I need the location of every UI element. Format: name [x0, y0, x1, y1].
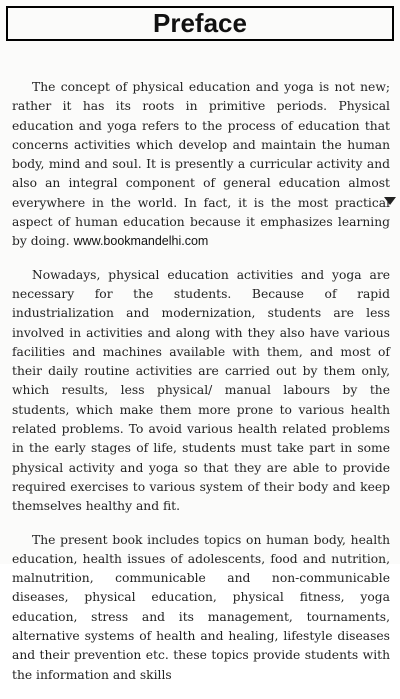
- page-mark-icon: [384, 197, 396, 205]
- paragraph-2: Nowadays, physical education activities and yoga are necessary for the students. Because of rapid industrialization and modernization, students are less involved in activities and along with they also have various facilities and machines available with them, and most of their daily routine activities are carried out by them only, which results, less physical/ manual labours by the students, which make them more prone to various health related problems. To avoid various health related problems in the early stages of life, students must take part in some physical activity and yoga so that they are able to provide required exercises to various system of their body and keep themselves healthy and fit.: [12, 267, 390, 514]
- paragraph-1: [12, 78, 390, 252]
- paragraph-1-text: The concept of physical education and yoga is not new; rather it has its roots in primitive periods. Physical education and yoga refers to the process of education that concerns activities which develop and maintain the human body, mind and soul. It is presently a curricular activity and also an integral component of general education almost everywhere in the world. In fact, it is the most practical aspect of human education because it emphasizes learning by doing.: [12, 80, 390, 249]
- website-watermark: www.bookmandelhi.com: [73, 234, 209, 249]
- preface-body: [12, 78, 390, 699]
- paragraph-3: The present book includes topics on human body, health education, health issues of adolescents, food and nutrition, malnutrition, communicable and non-communicable diseases, physical education, physical fitness, yoga education, stress and its management, tournaments, alternative systems of health and healing, lifestyle diseases and their prevention etc. these topics provide students with the information and skills: [12, 532, 390, 682]
- page-title: Preface: [6, 6, 394, 41]
